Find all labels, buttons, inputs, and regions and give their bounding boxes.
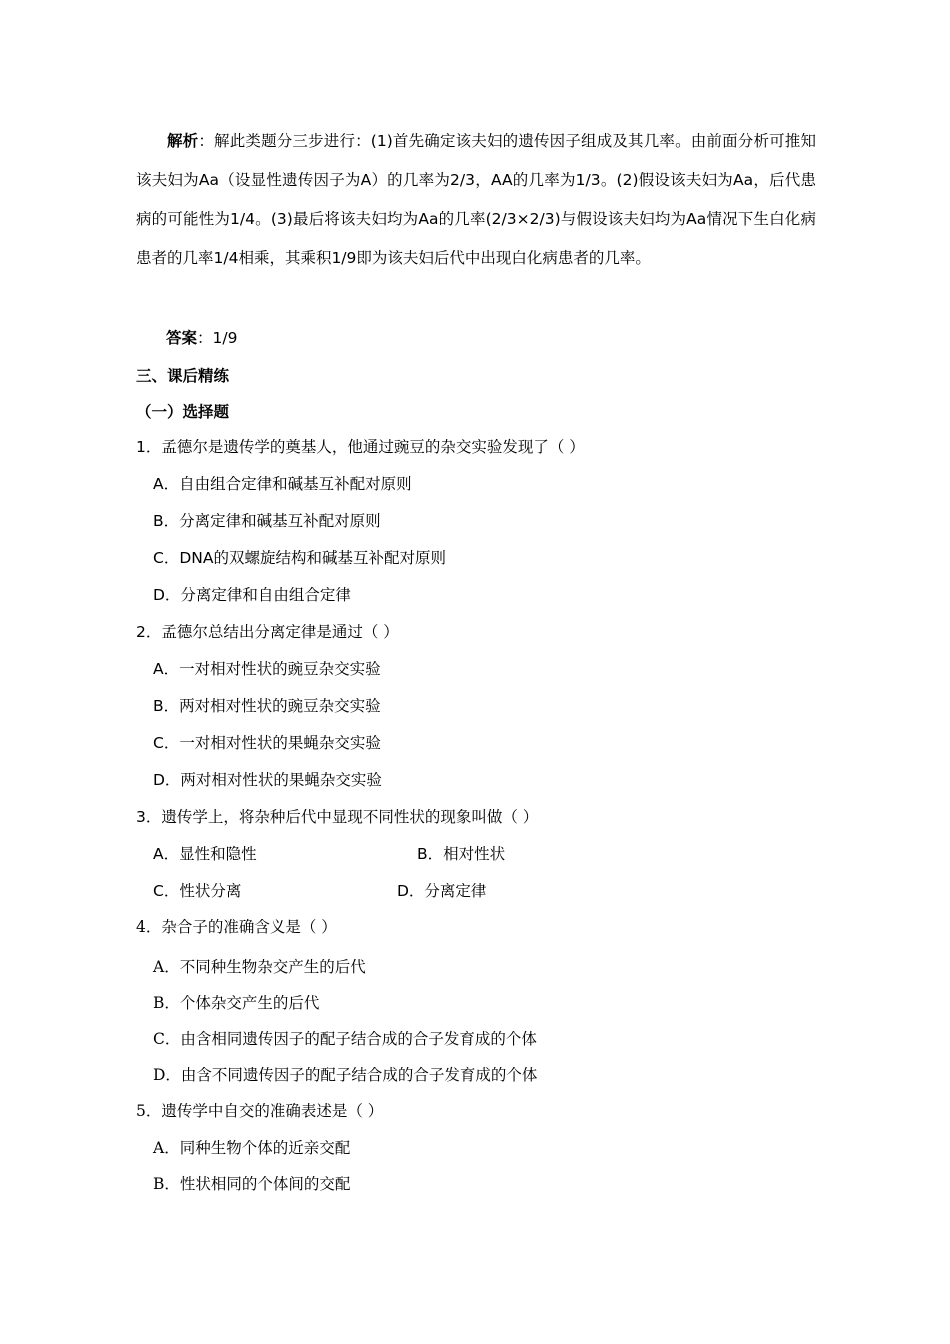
question-5-stem: 5．遗传学中自交的准确表述是（ ） <box>136 1102 384 1120</box>
question-1-option-a: A．自由组合定律和碱基互补配对原则 <box>153 475 412 493</box>
question-4-stem: 4．杂合子的准确含义是（ ） <box>136 918 337 936</box>
question-1-stem: 1．孟德尔是遗传学的奠基人，他通过豌豆的杂交实验发现了（ ） <box>136 438 585 456</box>
question-4-option-b: B．个体杂交产生的后代 <box>153 994 320 1012</box>
question-3-stem: 3．遗传学上，将杂种后代中显现不同性状的现象叫做（ ） <box>136 808 539 826</box>
question-3-option-c: C．性状分离 <box>153 882 242 900</box>
question-1-option-b: B．分离定律和碱基互补配对原则 <box>153 512 381 530</box>
analysis-label-colon: ： <box>198 132 215 150</box>
analysis-paragraph <box>136 122 816 278</box>
question-2-stem: 2．孟德尔总结出分离定律是通过（ ） <box>136 623 399 641</box>
answer-value: 1/9 <box>212 329 238 347</box>
section-heading: 三、课后精练 <box>136 367 230 385</box>
answer-line <box>166 327 237 349</box>
question-3-option-d: D．分离定律 <box>397 882 487 900</box>
question-2-option-a: A．一对相对性状的豌豆杂交实验 <box>153 660 381 678</box>
section-subheading: （一）选择题 <box>136 403 230 421</box>
question-2-option-c: C．一对相对性状的果蝇杂交实验 <box>153 734 381 752</box>
question-4-option-c: C．由含相同遗传因子的配子结合成的合子发育成的个体 <box>153 1030 537 1048</box>
question-2-option-b: B．两对相对性状的豌豆杂交实验 <box>153 697 381 715</box>
question-3-option-a: A．显性和隐性 <box>153 845 257 863</box>
answer-label-colon: ： <box>197 329 213 347</box>
analysis-text: 解此类题分三步进行：(1)首先确定该夫妇的遗传因子组成及其几率。由前面分析可推知该夫妇为Aa（设显性遗传因子为A）的几率为2/3，AA的几率为1/3。(2)假设该夫妇为Aa，后代患病的可能性为1/4。(3)最后将该夫妇均为Aa的几率(2/3×2/3)与假设该夫妇均为Aa情况下生白化病患者的几率1/4相乘，其乘积1/9即为该夫妇后代中出现白化病患者的几率。 <box>136 132 816 267</box>
analysis-label: 解析 <box>167 132 199 150</box>
question-5-option-b: B．性状相同的个体间的交配 <box>153 1175 351 1193</box>
question-3-option-b: B．相对性状 <box>417 845 506 863</box>
question-4-option-d: D．由含不同遗传因子的配子结合成的合子发育成的个体 <box>153 1066 538 1084</box>
question-1-option-d: D．分离定律和自由组合定律 <box>153 586 351 604</box>
question-5-option-a: A．同种生物个体的近亲交配 <box>153 1139 351 1157</box>
question-1-option-c: C．DNA的双螺旋结构和碱基互补配对原则 <box>153 549 446 567</box>
question-4-option-a: A．不同种生物杂交产生的后代 <box>153 958 366 976</box>
answer-label: 答案 <box>166 329 198 347</box>
question-2-option-d: D．两对相对性状的果蝇杂交实验 <box>153 771 382 789</box>
